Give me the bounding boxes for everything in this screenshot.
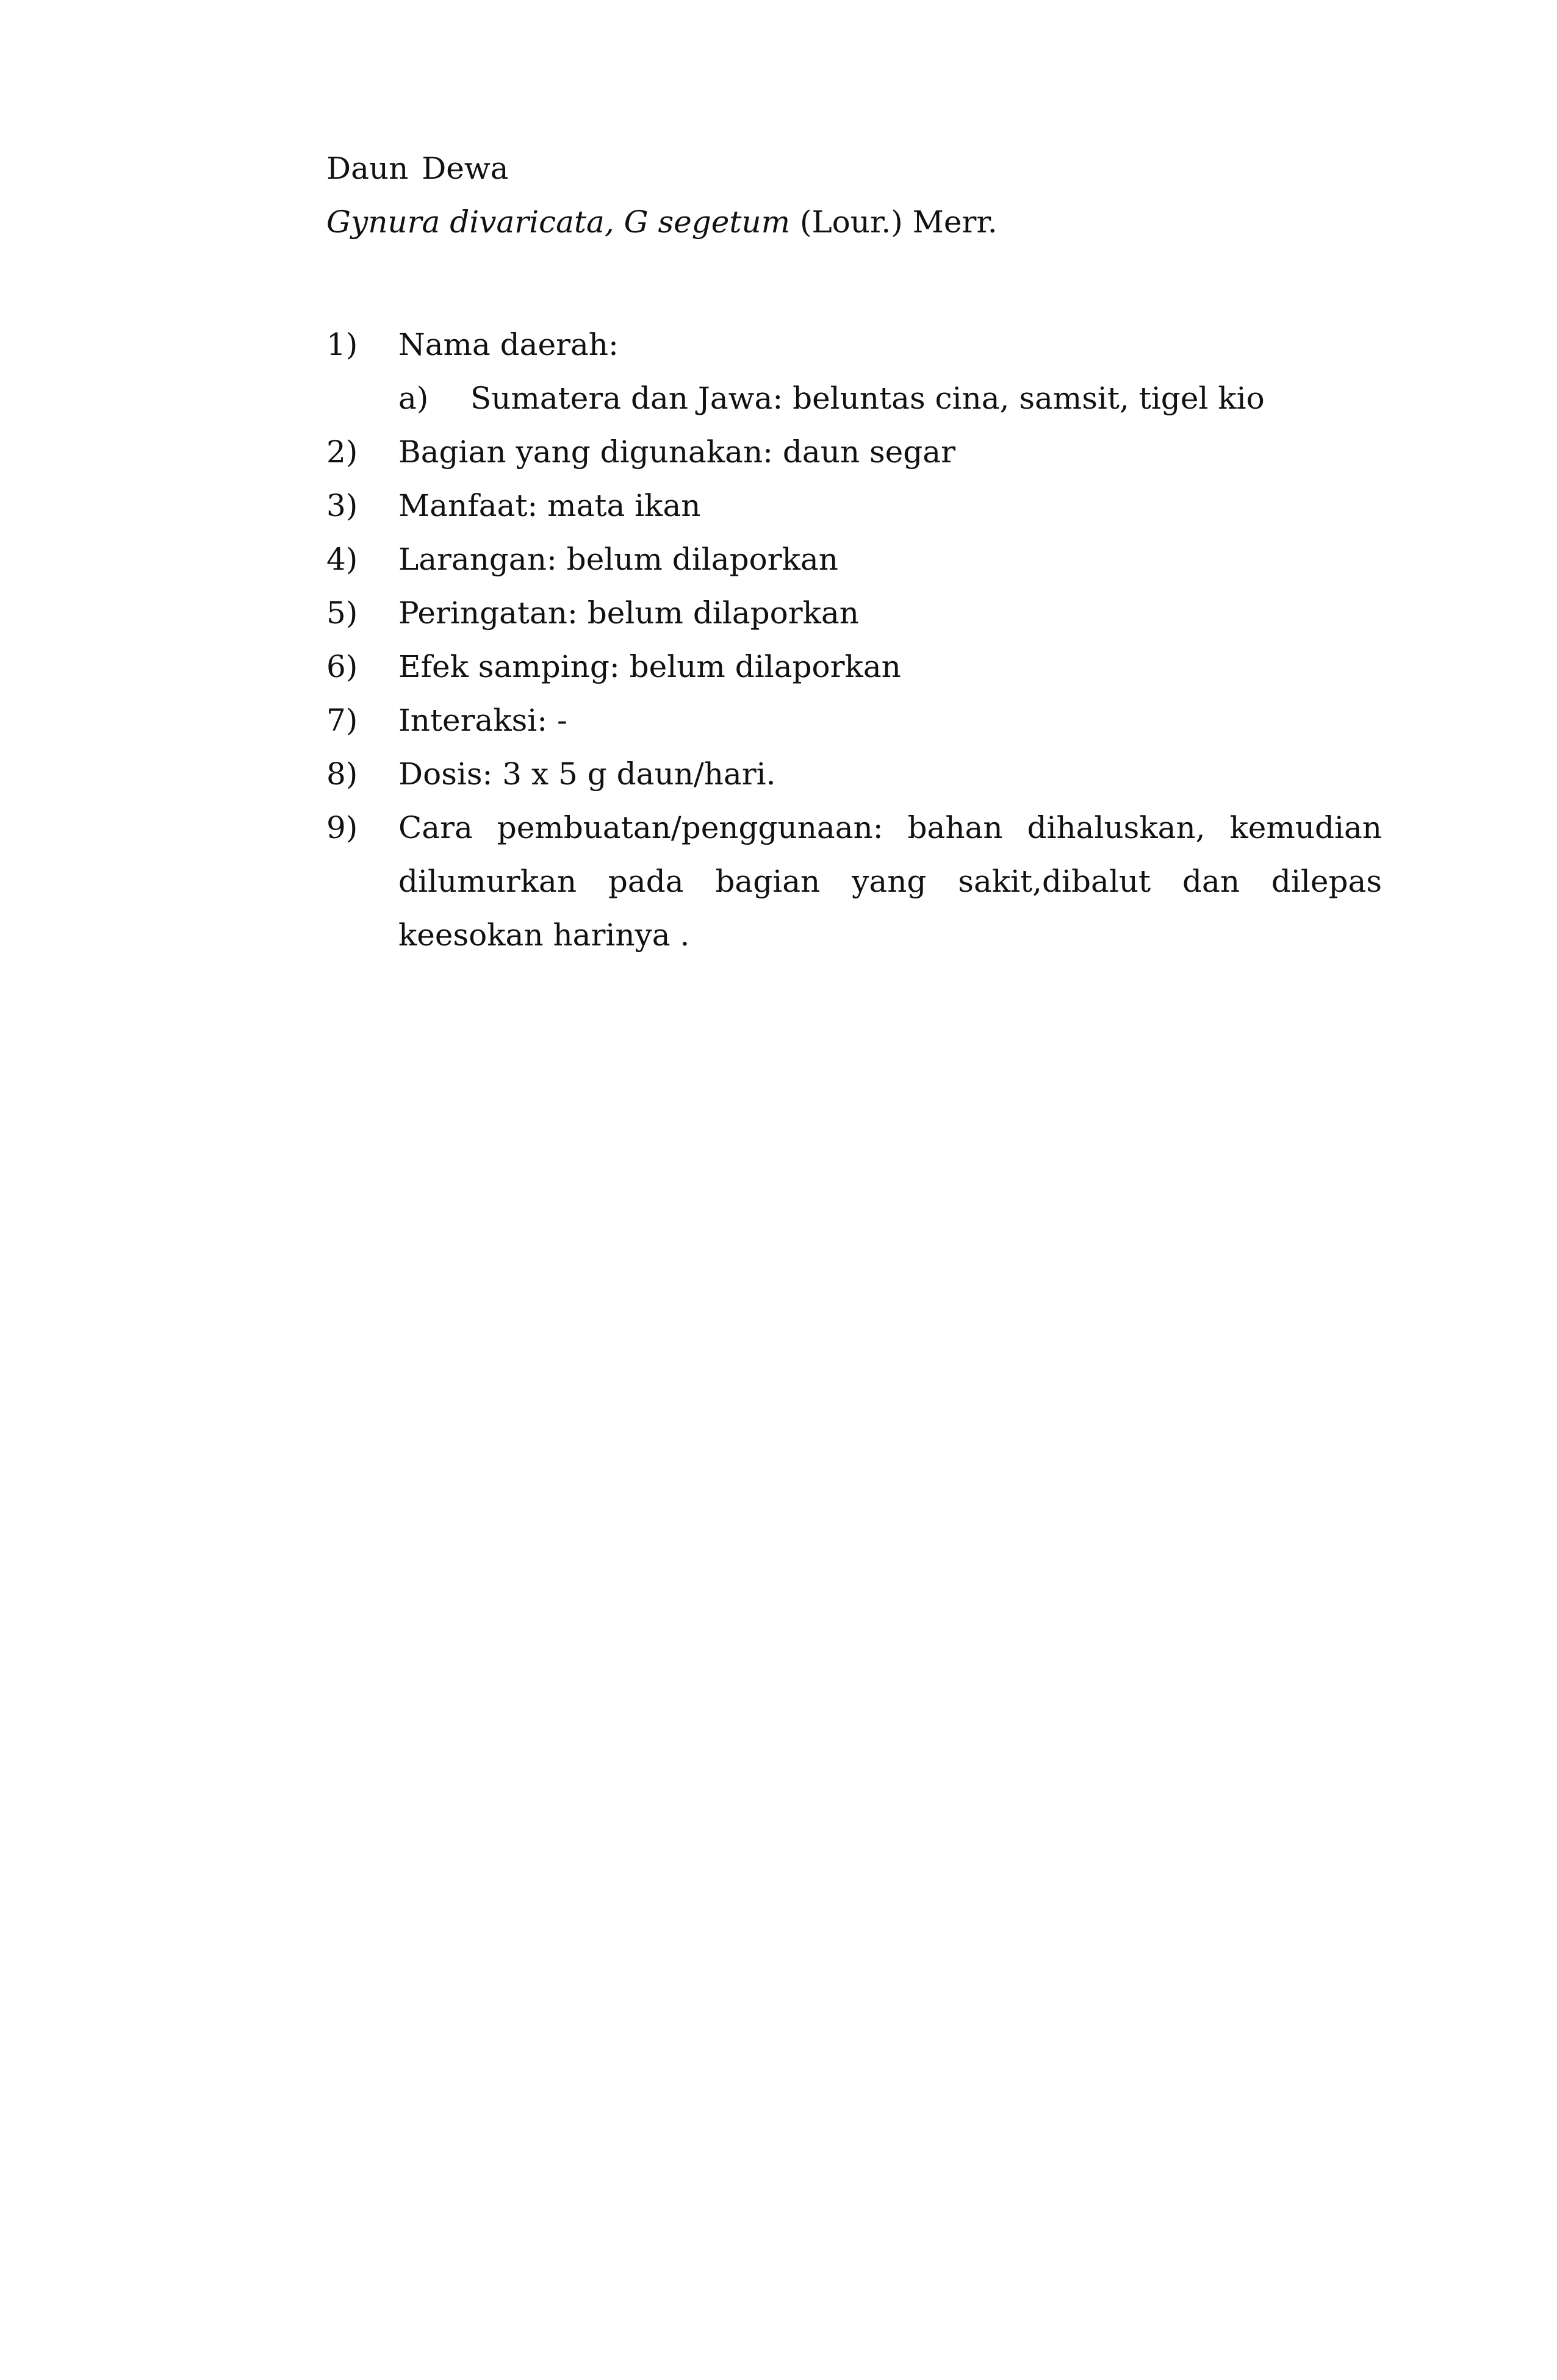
list-text-line: keesokan harinya .	[398, 917, 690, 953]
list-number: 5)	[326, 595, 358, 631]
list-item	[326, 586, 1382, 640]
list-number: 4)	[326, 542, 358, 577]
sub-list-text: Sumatera dan Jawa: beluntas cina, samsit, tigel kio	[470, 381, 1265, 416]
list-number: 1)	[326, 327, 358, 362]
list-text-multiline	[398, 801, 1382, 962]
list-item	[326, 425, 1382, 479]
list-item	[326, 318, 1382, 371]
list-number: 7)	[326, 703, 358, 738]
list-text: Manfaat: mata ikan	[398, 488, 701, 523]
sub-list-item	[326, 371, 1382, 425]
list-text-line: Cara pembuatan/penggunaan: bahan dihaluskan, kemudian	[398, 810, 1382, 845]
spacer	[326, 249, 1382, 318]
list-item	[326, 640, 1382, 694]
list-item	[326, 532, 1382, 586]
list-item	[326, 694, 1382, 747]
sub-list-letter: a)	[398, 381, 429, 416]
list-text: Efek samping: belum dilaporkan	[398, 649, 901, 684]
species-latin: Gynura divaricata, G segetum	[326, 204, 791, 240]
list-text: Peringatan: belum dilaporkan	[398, 595, 859, 631]
list-item	[326, 479, 1382, 532]
page-title: Daun Dewa	[326, 151, 509, 186]
list-text-line: dilumurkan pada bagian yang sakit,dibalut dan dilepas	[398, 864, 1382, 899]
list-text: Larangan: belum dilaporkan	[398, 542, 838, 577]
species-name	[326, 195, 1382, 249]
list-item	[326, 747, 1382, 801]
list-text: Nama daerah:	[398, 327, 619, 362]
list-text: Interaksi: -	[398, 703, 567, 738]
list-text: Dosis: 3 x 5 g daun/hari.	[398, 756, 776, 792]
species-authority: (Lour.) Merr.	[790, 204, 998, 240]
list-indent	[326, 371, 398, 425]
list-item	[326, 801, 1382, 962]
list-text: Bagian yang digunakan: daun segar	[398, 434, 955, 470]
list-number: 2)	[326, 434, 358, 470]
list-number: 3)	[326, 488, 358, 523]
list-number: 6)	[326, 649, 358, 684]
document-content	[326, 142, 1382, 962]
list-number: 8)	[326, 756, 358, 792]
list-number: 9)	[326, 810, 358, 845]
